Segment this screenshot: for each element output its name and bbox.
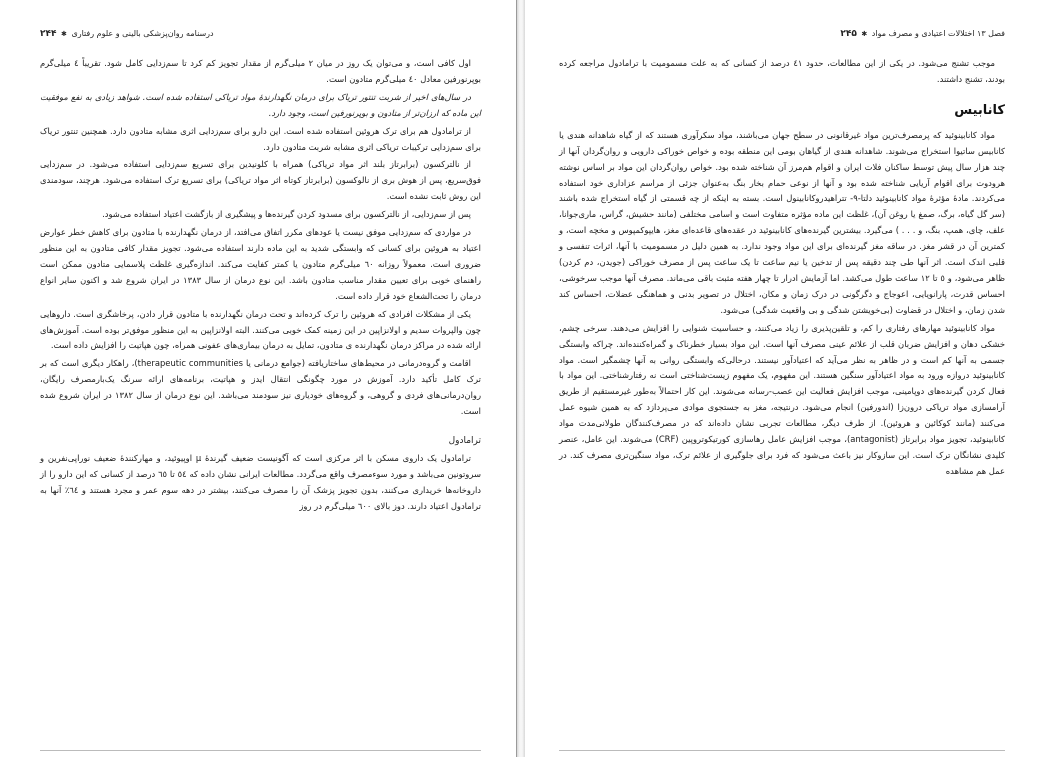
right-page-header (559, 28, 1005, 42)
paragraph: از ترامادول هم برای ترک هروئین استفاده شده است. این دارو برای سم‌زدایی اثری مشابه متادون دارد. همچنین تنتور تریاک برای سم‌زدایی ترکیبات تریاکی اثری مشابه شربت متادون دارد. (40, 125, 481, 152)
left-page-header (40, 28, 481, 42)
paragraph: از نالترکسون (برابرتاز بلند اثر مواد تریاکی) همراه با کلونیدین برای تسریع سم‌زدایی استفاده می‌شود. در سم‌زدایی فوق‌سریع، پس از هوش بری از نالوکسون (برابرتاز کوتاه اثر مواد تریاکی) برای تسریع ترک استفاده می‌شود. هرچند، سودمندی این روش ثابت نشده است. (40, 159, 481, 202)
gutter-edge-left (516, 0, 517, 757)
right-running-head: فصل ۱۳ اختلالات اعتیادی و مصرف مواد (871, 29, 1005, 38)
paragraph: ترامادول یک داروی مسکن با اثر مرکزی است که آگونیست ضعیف گیرندهٔ μ اوپیوئید، و مهارکنندهٔ ضعیف نوراپی‌نفرین و سروتونین می‌باشد و مورد سوءمصرف واقع می‌گردد. مطالعات ایرانی نشان داده که ٥٤ تا ٦٥ درصد از کسانی که این دارو را از داروخانه‌ها خریداری می‌کنند، بدون تجویز پزشک آن را مصرف می‌کنند، بیشتر در دهه سوم عمر و مجرد هستند و ٦٤٪ آنها به ترامادول اعتیاد دارند. دوز بالای ٦٠٠ میلی‌گرم در روز (40, 452, 481, 511)
left-paragraphs (40, 56, 481, 420)
right-intro-paragraphs (559, 56, 1005, 88)
subsection-paragraphs (40, 451, 481, 515)
right-page-body (559, 56, 1005, 480)
paragraph: در مواردی که سم‌زدایی موفق نیست یا عودهای مکرر اتفاق می‌افتد، از درمان نگهدارنده با متادون برای کاهش خطر عوارض اعتیاد به هروئین برای کسانی که وابستگی شدید به این ماده دارند استفاده می‌شود. تجویز مقدار کافی متادون به این منظور ضروری است. معمولاً روزانه ٦٠ میلی‌گرم متادون یا کمتر کفایت می‌کند. اندازه‌گیری غلظت پلاسمایی متادون ممکن است راهنمای خوبی برای تعیین مقدار مناسب متادون باشد. این نوع درمان از سال ۱۳۸۳ در ایران شروع شد و اکنون سایر انواع درمان را تحت‌الشعاع خود قرار داده است. (40, 227, 481, 301)
star-icon: ✱ (861, 30, 868, 38)
right-footer-rule (559, 750, 1005, 751)
left-running-head: درسنامه روان‌پزشکی بالینی و علوم رفتاری (71, 29, 214, 38)
paragraph: موجب تشنج می‌شود. در یکی از این مطالعات، حدود ٤١ درصد از کسانی که به علت مسمومیت با ترامادول مراجعه کرده بودند، تشنج داشتند. (559, 58, 1005, 84)
paragraph: در سال‌های اخیر از شربت تنتور تریاک برای درمان نگهدارندهٔ مواد تریاکی استفاده شده است. شواهد زیادی به نفع موفقیت این ماده که ارزان‌تر از متادون و بوپرنورفین است، وجود دارد. (40, 91, 481, 118)
left-page (0, 0, 517, 757)
subsection-title: ترامادول (448, 435, 481, 446)
left-page-number: ۲۴۴ (40, 29, 57, 39)
right-paragraphs (559, 128, 1005, 480)
paragraph: مواد کانابینوئید مهارهای رفتاری را کم، و تلقین‌پذیری را زیاد می‌کنند، و حساسیت شنوایی را افزایش می‌دهند. سرخی چشم، خشکی دهان و افزایش ضربان قلب از علائم عینی مصرف آنها است. این مواد بسیار خطرناک و گمراه‌کننده‌اند. چراکه وابستگی جسمی به آنها کم است و در ظاهر به نظر می‌آید که اعتیادآور نیستند. درحالی‌که وابستگی روانی به آنها چشمگیر است. مواد کانابینوئید دروازه ورود به مواد اعتیادآور سنگین هستند. این مفهوم، یک مفهوم زیست‌شناختی است نه رفتارشناختی. این مواد با فعال کردن گیرنده‌های دوپامینی، موجب افزایش فعالیت این عصب-رسانه می‌شوند. این کار احتمالاً به‌طور غیرمستقیم از طریق آرامسازی مواد تریاکی درون‌زا (اندورفین) انجام می‌شود. درنتیجه، مغز به جستجوی موادی می‌پردازد که به همین شیوه عمل می‌کنند (مانند کوکائین و هروئین). از طرف دیگر، مطالعات تجربی نشان داده‌اند که در مصرف‌کنندگان طولانی‌مدت مواد کانابینوئید، تجویز مواد برابرتاز (antagonist)، موجب افزایش عامل رهاسازی کورتیکوتروپین (CRF) می‌شوند. این عامل، عنصر کلیدی نشانگان ترک است. این سازوکار نیز باعث می‌شود که فرد برای جلوگیری از علائم ترک، مواد سنگین‌تری مصرف کند. در عمل هم مشاهده (559, 322, 1006, 476)
paragraph: اول کافی است، و می‌توان یک روز در میان ۲ میلی‌گرم از مقدار تجویز کم کرد تا سم‌زدایی کامل شود. تقریباً ٤ میلی‌گرم بوپرنورفین معادل ٤٠ میلی‌گرم متادون است. (40, 58, 481, 84)
left-page-body (40, 56, 481, 515)
book-gutter (517, 0, 525, 757)
section-title: کانابیس (954, 102, 1005, 118)
star-icon: ✱ (61, 30, 67, 38)
paragraph: اقامت و گروه‌درمانی در محیط‌های ساختاریافته (جوامع درمانی یا therapeutic communities)، راهکار دیگری است که بر ترک کامل تأکید دارد. آموزش در مورد چگونگی انتقال ایدز و هپاتیت، برنامه‌های ارائه سرنگ یک‌بارمصرف رایگان، روان‌درمانی‌های فردی و گروهی، و گروه‌های خودیاری نیز سودمند می‌باشد. این نوع درمان از سال ۱۳۸۲ در ایران شروع شده است. (40, 358, 481, 417)
paragraph: پس از سم‌زدایی، از نالترکسون برای مسدود کردن گیرنده‌ها و پیشگیری از بازگشت اعتیاد استفاده می‌شود. (102, 209, 471, 220)
right-page (525, 0, 1041, 757)
left-footer-rule (40, 750, 481, 751)
paragraph: مواد کانابینوئید که پرمصرف‌ترین مواد غیرقانونی در سطح جهان می‌باشند، مواد سکرآوری هستند که از گیاه شاهدانه هندی یا کانابیس ساتیوا استخراج می‌شوند. شاهدانه هندی از گیاهان بومی این منطقه بوده و خواص خوراکی دارویی و روان‌گردان آنها از چند هزار سال پیش توسط ساکنان فلات ایران و اقوام هم‌مرز آن شناخته شده بود. خواص روان‌گردان این مواد بر اساس نوشته هرودوت برای اقوام آریایی شناخته شده بود و آنها از نوعی حمام بخار بنگ به‌عنوان جزئی از مراسم عزاداری خود استفاده می‌کردند. مادهٔ مؤثرهٔ مواد کانابینوئید دلتا-٩- تتراهیدروکانابینول است. بسته به اینکه از چه قسمتی از گیاه استخراج شده باشند (سر گل گیاه، برگ، صمغ یا روغن آن)، غلظت این ماده مؤثره متفاوت است و اسامی مختلفی (مانند حشیش، گراس، ماری‌جوانا، علف، چای، همپ، بنگ، و . . . ) می‌گیرد. بیشترین گیرنده‌های کانابینوئید در عقده‌های قاعده‌ای مغز، هایپوکمپوس و مخچه است، و کمترین آن در قشر مغز. در ساقه مغز گیرنده‌ای برای این مواد وجود ندارد. به همین دلیل در مسمومیت با آنها، اثرات تنفسی و قلبی اندک است. اثر آنها طی چند دقیقه پس از تدخین یا نیم ساعت تا یک ساعت پس از مصرف خوراکی (جویدن، دم کردن) ظاهر می‌شود، و ٥ تا ١٢ ساعت طول می‌کشد. اما آزمایش ادرار تا چهار هفته مثبت باقی می‌ماند. مصرف آنها موجب سرخوشی، احساس قدرت، پارانویایی، اعوجاج و دگرگونی در درک زمان و مکان، اختلال در تصویر بدنی و هماهنگی عضلات، احساس کند شدن زمان، و اختلال در قضاوت (بی‌خویشتن شدگی و بی واقعیت شدگی) می‌شود. (559, 129, 1005, 315)
right-page-number: ۲۴۵ (840, 29, 857, 39)
paragraph: یکی از مشکلات افرادی که هروئین را ترک کرده‌اند و تحت درمان نگهدارنده با متادون قرار دادن، پرخاشگری است. داروهایی چون والپروات سدیم و اولانزاپین در این زمینه کمک خوبی می‌کنند. البته اولانزاپین به این منظور موفق‌تر بوده است. آموزش‌های ارائه شده در مراکز درمان نگهدارنده ی متادون، تمایل به درمان بیماری‌های عفونی همراه، چون هپاتیت را افزایش داده است. (40, 308, 481, 351)
